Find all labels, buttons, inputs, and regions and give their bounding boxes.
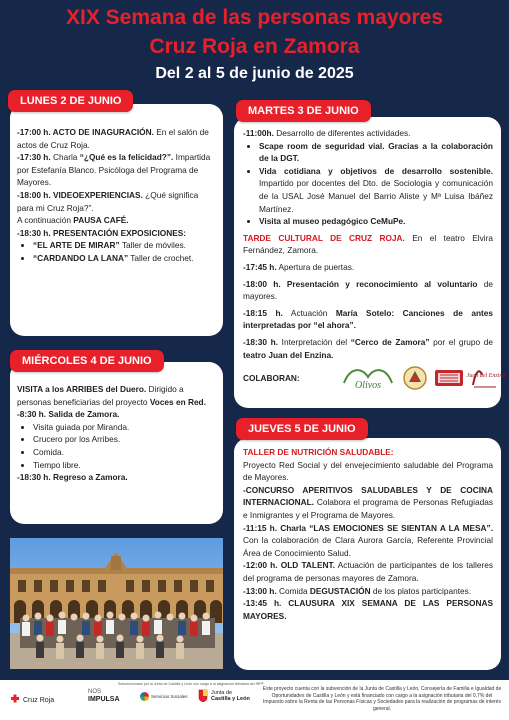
tuesday-item-1815: -18:15 h. Actuación María Sotelo: Canciones de antes interpretadas por “el ahora”. — [243, 307, 494, 331]
event-dates: Del 2 al 5 de junio de 2025 — [155, 65, 354, 82]
collaborators-row — [243, 365, 506, 392]
wednesday-card — [10, 362, 223, 524]
monday-card — [10, 104, 223, 336]
tuesday-card — [234, 117, 506, 408]
tuesday-bullet-3: • Visita al museo pedagógico CeMuPe. — [259, 215, 493, 228]
servicios-sociales-logo — [140, 692, 188, 701]
junta-line-2: Castilla y León — [211, 696, 250, 702]
cerco-logo — [402, 365, 428, 391]
tuesday-tag: MARTES 3 DE JUNIO — [236, 100, 371, 122]
wednesday-bullets — [17, 421, 215, 471]
tuesday-item-1830: -18:30 h. Interpretación del “Cerco de Zamora” por el grupo de teatro Juan del Enzina. — [243, 336, 494, 360]
thursday-item-1345: -13:45 h. CLAUSURA XIX SEMANA DE LAS PERSONAS MAYORES. — [243, 598, 493, 621]
monday-item-4: A continuación PAUSA CAFÉ. — [17, 215, 129, 226]
wednesday-bullet: • Comida. — [33, 446, 215, 459]
wednesday-departure: -8:30 h. Salida de Zamora. — [17, 409, 120, 420]
monday-item-3: -18:00 h. VIDEOEXPERIENCIAS. ¿Qué significa para mi Cruz Roja?”. — [17, 189, 199, 213]
title-line-1: XIX Semana de las personas mayores — [65, 6, 444, 29]
wednesday-bullet: • Visita guiada por Miranda. — [33, 421, 215, 434]
olivos-logo-text: Olivos — [354, 380, 381, 392]
wednesday-bullet: • Crucero por los Arribes. — [33, 433, 215, 446]
tuesday-item-1: -11:00h. Desarrollo de diferentes actividades. — [243, 128, 411, 138]
thursday-item-1115: -11:15 h. Charla “LAS EMOCIONES SE SIENTAN A LA MESA”. Con la colaboración de Clara Aurora García, Referente Provincial Área de Conocimiento Salud. — [243, 522, 493, 558]
group-photo — [10, 538, 223, 669]
monday-item-1: -17:00 h. ACTO DE INAGURACIÓN. En el salón de actos de Cruz Roja. — [17, 127, 209, 150]
footer-small-note: Subvencionado por la Junta de Castilla y León con cargo a la asignación tributaria del IRPF — [118, 682, 264, 686]
nos-text: NOS — [88, 689, 102, 695]
tuesday-tarde: TARDE CULTURAL DE CRUZ ROJA. En el teatro Elvira Fernández, Zamora. — [243, 232, 493, 256]
wednesday-return: -18:30 h. Regreso a Zamora. — [17, 472, 128, 483]
footer-funding-text: Este proyecto cuenta con la subvención de la Junta de Castilla y León, Consejería de Familia e Igualdad de Oportunidades de Castilla y León y está financiado con cargo a la asignación tributaria del 0,7% del Impuesto sobre la Renta de las Personas Físicas y Sociedades para la realización de programas de interés general. — [262, 686, 502, 712]
thursday-tag: JUEVES 5 DE JUNIO — [236, 418, 368, 440]
thursday-concurso: -CONCURSO APERITIVOS SALUDABLES Y DE COCINA INTERNACIONAL. Colabora el programa de Personas Refugiadas e Inmigrantes y el Programa de Mayores. — [243, 484, 493, 520]
monday-bullet-1: • “EL ARTE DE MIRAR” Taller de móviles. — [33, 239, 215, 252]
title-line-2: Cruz Roja en Zamora — [149, 35, 360, 58]
servicios-icon — [140, 692, 149, 701]
servicios-text: Servicios Sociales — [151, 694, 188, 699]
castilla-shield-icon — [198, 689, 208, 703]
junta-castilla-logo — [198, 689, 250, 703]
olivos-logo — [340, 365, 396, 391]
thursday-card — [234, 438, 501, 670]
juan-del-enzina-logo-text: Juan del Enzina — [466, 373, 506, 380]
monday-item-5: -18:30 h. PRESENTACIÓN EXPOSICIONES: — [17, 227, 187, 238]
collaborators-label: COLABORAN: — [243, 372, 300, 383]
tuesday-item-1745: -17:45 h. Apertura de puertas. — [243, 261, 355, 272]
thursday-proyecto: Proyecto Red Social y del envejecimiento saludable del Programa de Mayores. — [243, 459, 493, 483]
nos-impulsa-logo — [88, 688, 120, 704]
tuesday-bullet-2: • Vida cotidiana y objetivos de desarrollo sostenible. Impartido por docentes del Dto. de Sociologia y comunicación de la USAL José Manuel del Barrio Aliste y Mª Luisa Ibáñez Martínez. — [259, 165, 493, 215]
teatro-logo — [434, 367, 464, 389]
cruz-roja-logo — [8, 692, 68, 706]
monday-bullet-2: • “CARDANDO LA LANA” Taller de crochet. — [33, 252, 215, 265]
tuesday-item-1800: -18:00 h. Presentación y reconocimiento al voluntario de mayores. — [243, 278, 493, 302]
juan-del-enzina-logo — [466, 365, 506, 391]
wednesday-tag: MIÉRCOLES 4 DE JUNIO — [10, 350, 164, 372]
impulsa-text: IMPULSA — [88, 696, 120, 703]
cruz-roja-text: Cruz Roja — [23, 697, 55, 704]
junta-line-1: Junta de — [211, 690, 233, 696]
thursday-taller: TALLER DE NUTRICIÓN SALUDABLE: — [243, 447, 394, 457]
wednesday-bullet: • Tiempo libre. — [33, 459, 215, 472]
tuesday-bullet-1: • Scape room de seguridad vial. Gracias a la colaboración de la DGT. — [259, 140, 493, 165]
footer — [0, 680, 509, 720]
monday-tag: LUNES 2 DE JUNIO — [8, 90, 133, 112]
wednesday-visit: VISITA a los ARRIBES del Duero. Dirigido a personas beneficiarias del proyecto Voces en Red. — [17, 384, 206, 407]
thursday-item-1300: -13:00 h. Comida DEGUSTACIÓN de los platos participantes. — [243, 585, 472, 596]
monday-item-2: -17:30 h. Charla “¿Qué es la felicidad?”. Impartida por Estefanía Blanco. Psicóloga del Programa de Mayores. — [17, 152, 211, 188]
thursday-item-1200: -12:00 h. OLD TALENT. Actuación de participantes de los talleres del programa de personas mayores de Zamora. — [243, 560, 493, 583]
